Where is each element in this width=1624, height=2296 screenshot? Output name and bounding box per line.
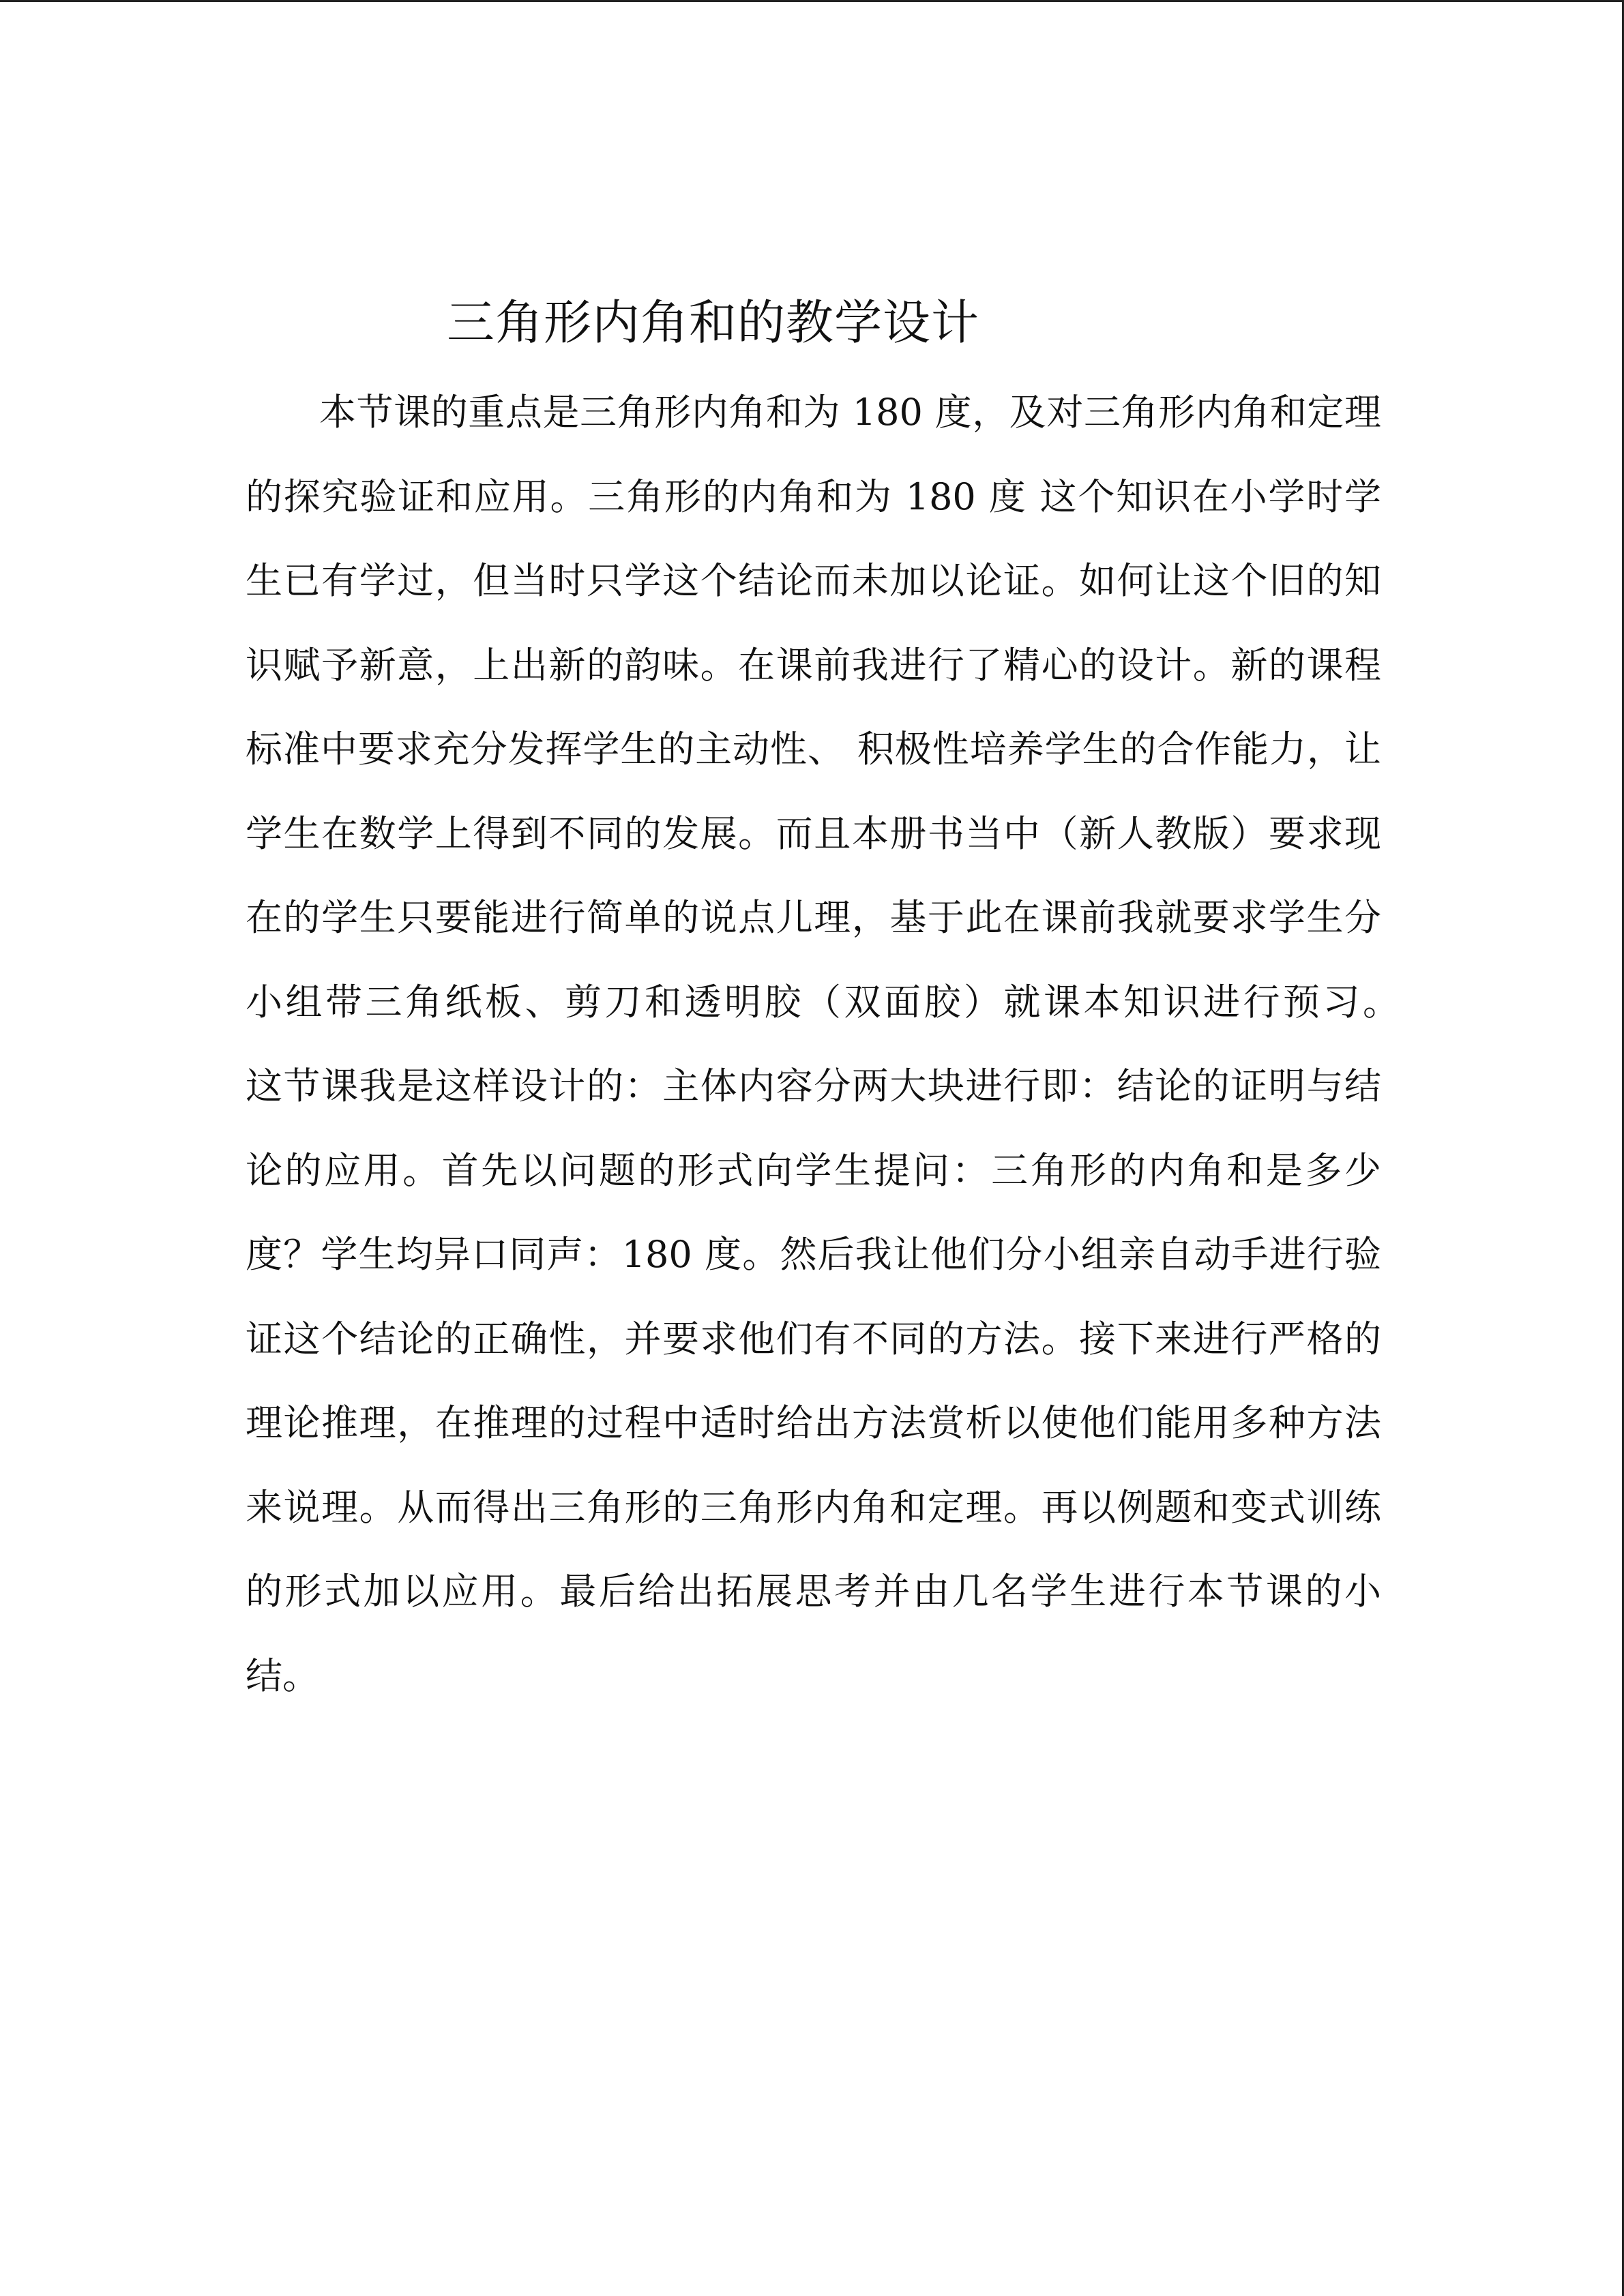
document-title: 三角形内角和的教学设计	[447, 295, 979, 351]
document-body-paragraph: 本节课的重点是三角形内角和为 180 度，及对三角形内角和定理的探究验证和应用。三角形的内角和为 180 度 这个知识在小学时学生已有学过，但当时只学这个结论而未加以论证。如何让这个旧的知识赋予新意，上出新的韵味。在课前我进行了精心的设计。新的课程标准中要求充分发挥学生的主动性、 积极性培养学生的合作能力，让学生在数学上得到不同的发展。而且本册书当中（新人教版）要求现在的学生只要能进行简单的说点儿理，基于此在课前我就要求学生分小组带三角纸板、剪刀和透明胶（双面胶）就课本知识进行预习。 这节课我是这样设计的：主体内容分两大块进行即：结论的证明与结论的应用。首先以问题的形式向学生提问：三角形的内角和是多少度？学生均异口同声：180 度。然后我让他们分小组亲自动手进行验证这个结论的正确性，并要求他们有不同的方法。接下来进行严格的理论推理，在推理的过程中适时给出方法赏析以使他们能用多种方法来说理。从而得出三角形的三角形内角和定理。再以例题和变式训练的形式加以应用。最后给出拓展思考并由几名学生进行本节课的小结。	[246, 391, 1492, 1697]
